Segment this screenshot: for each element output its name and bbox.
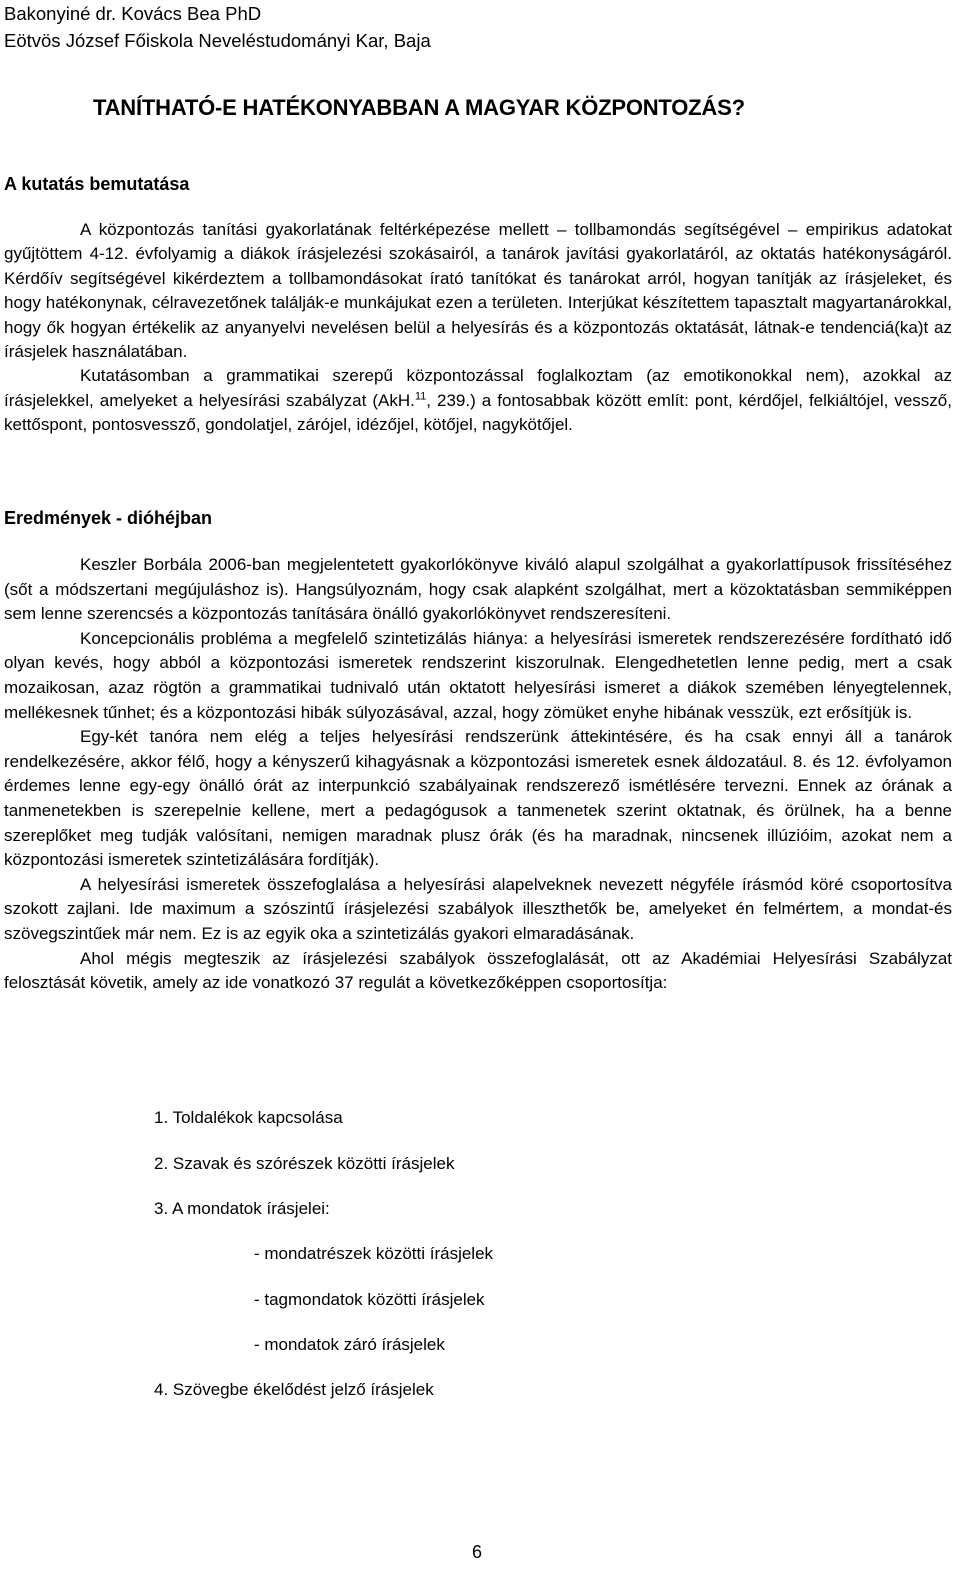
results-text — [4, 553, 952, 996]
paragraph: A központozás tanítási gyakorlatának feltérképezése mellett – tollbamondás segítségével – empirikus adatokat gyűjtöttem 4-12. évfolyamig a diákok írásjelezési szokásairól, a tanárok javítási gyakorlatáról, az oktatás hatékonyságáról. Kérdőív segítségével kikérdeztem a tollbamondásokat írató tanítókat és tanárokat arról, hogyan tanítják az írásjeleket, és hogy hatékonynak, célravezetőnek találják-e munkájukat ezen a területen. Interjúkat készítettem tapasztalt magyartanárokkal, hogy ők hogyan értékelik az anyanyelvi nevelésen belül a helyesírás és a központozás oktatását, látnak-e tendenciá(ka)t az írásjelek használatában. — [4, 220, 952, 362]
research-description — [4, 218, 952, 438]
author-name: Bakonyiné dr. Kovács Bea PhD — [4, 3, 262, 24]
paragraph: Keszler Borbála 2006-ban megjelentetett gyakorlókönyve kiváló alapul szolgálhat a gyakorlattípusok frissítéséhez (sőt a módszertani megújuláshoz is). Hangsúlyoznám, hogy csak alapként szolgálhat, mert a közoktatásban semmiképpen sem lenne szerencsés a központozás tanítására önálló gyakorlókönyvet rendszeresíteni. — [4, 555, 952, 624]
paragraph-text: Kutatásomban a grammatikai szerepű központozással foglalkoztam (az emotikonokkal nem), azokkal az írásjelekkel, amelyeket a helyesírási szabályzat (AkH. — [4, 366, 952, 410]
page-header — [4, 0, 954, 54]
section-heading-results: Eredmények - dióhéjban — [4, 508, 213, 528]
list-subitem: - tagmondatok közötti írásjelek — [254, 1290, 485, 1309]
page-number: 6 — [472, 1542, 483, 1562]
footnote-reference: 11 — [414, 390, 427, 403]
paragraph — [4, 364, 952, 437]
paragraph: Koncepcionális probléma a megfelelő szintetizálás hiánya: a helyesírási ismeretek rendszerezésére fordítható idő olyan kevés, hogy abból a központozási ismeretek rendszerint kiszorulnak. Elengedhetetlen lenne pedig, mert a csak mozaikosan, azaz rögtön a grammatikai tudnivaló után oktatott helyesírási ismeret a diákok szemében lényegtelennek, mellékesnek tűnhet; és a központozási hibák súlyozásával, azzal, hogy zömüket enyhe hibának vesszük, ezt erősítjük is. — [4, 628, 952, 722]
section-heading-research: A kutatás bemutatása — [4, 174, 190, 194]
list-subitem: - mondatrészek közötti írásjelek — [254, 1244, 494, 1263]
list-item: 4. Szövegbe ékelődést jelző írásjelek — [154, 1380, 434, 1399]
paragraph-text: , 239.) a fontosabbak között említ: pont, kérdőjel, felkiáltójel, vessző, kettőspont, pontosvessző, gondolatjel, zárójel, idézőjel, kötőjel, nagykötőjel. — [4, 390, 952, 435]
paragraph: Egy-két tanóra nem elég a teljes helyesírási rendszerünk áttekintésére, és ha csak ennyi áll a tanárok rendelkezésére, akkor félő, hogy a kényszerű kihagyásnak a központozási ismeretek esnek áldozatául. 8. és 12. évfolyamon érdemes lenne egy-egy önálló órát az interpunkció szabályainak rendszerező ismétlésére tervezni. Ennek az órának a tanmenetekben is szerepelnie kellene, mert a pedagógusok a tanmenetek szerint oktatnak, és örülnek, ha a benne szereplőket meg tudják valósítani, nemigen maradnak plusz órák (és ha maradnak, nincsenek illúzióim, azokat nem a központozási ismeretek szintetizálására fordítják). — [4, 727, 952, 870]
paragraph: A helyesírási ismeretek összefoglalása a helyesírási alapelveknek nevezett négyféle írásmód köré csoportosítva szokott zajlani. Ide maximum a szószintű írásjelezési szabályok illeszthetők be, amelyeket én felmértem, a mondat-és szövegszintűek már nem. Ez is az egyik oka a szintetizálás gyakori elmaradásának. — [4, 874, 952, 943]
institution-name: Eötvös József Főiskola Neveléstudományi Kar, Baja — [4, 30, 431, 51]
document-title: TANÍTHATÓ-E HATÉKONYABBAN A MAGYAR KÖZPONTOZÁS? — [93, 95, 745, 120]
list-item: 2. Szavak és szórészek közötti írásjelek — [154, 1154, 455, 1173]
paragraph: Ahol mégis megteszik az írásjelezési szabályok összefoglalását, ott az Akadémiai Helyesírási Szabályzat felosztását követik, amely az ide vonatkozó 37 regulát a következőképpen csoportosítja: — [4, 948, 952, 993]
list-item: 1. Toldalékok kapcsolása — [154, 1108, 343, 1127]
list-subitem: - mondatok záró írásjelek — [254, 1335, 445, 1354]
list-item: 3. A mondatok írásjelei: — [154, 1199, 330, 1218]
